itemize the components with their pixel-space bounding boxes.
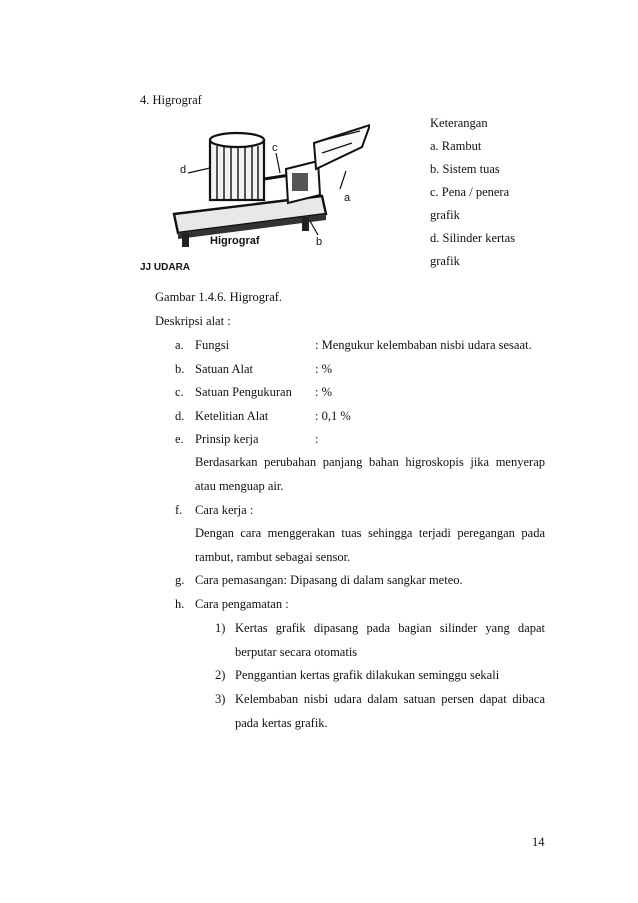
spec-value: : %: [315, 362, 333, 376]
observe-marker: h.: [175, 597, 185, 611]
spec-label: Satuan Pengukuran: [195, 385, 292, 399]
section-heading: 4. Higrograf: [140, 93, 202, 107]
spec-marker: e.: [175, 432, 184, 446]
step-number: 1): [215, 621, 226, 635]
page-number: 14: [532, 835, 545, 849]
spec-value: : 0,1 %: [315, 409, 351, 423]
step-line-2: berputar secara otomatis: [235, 645, 358, 659]
cropped-figure-text: JJ UDARA: [140, 262, 191, 271]
work-line-2: rambut, rambut sebagai sensor.: [195, 550, 351, 564]
legend-item-a: a. Rambut: [430, 139, 482, 153]
description-title: Deskripsi alat :: [155, 314, 231, 328]
step-line-1: Penggantian kertas grafik dilakukan seminggu sekali: [235, 668, 500, 682]
work-label: Cara kerja :: [195, 503, 254, 517]
work-marker: f.: [175, 503, 183, 517]
spec-label: Satuan Alat: [195, 362, 253, 376]
label-c: c: [272, 142, 278, 154]
step-line-2: pada kertas grafik.: [235, 716, 328, 730]
spec-marker: b.: [175, 362, 185, 376]
label-b: b: [316, 236, 323, 248]
spec-label: Prinsip kerja: [195, 432, 259, 446]
figure-caption: Gambar 1.4.6. Higrograf.: [155, 290, 283, 304]
spec-marker: d.: [175, 409, 185, 423]
legend-item-b: b. Sistem tuas: [430, 162, 500, 176]
install-text: Cara pemasangan: Dipasang di dalam sangkar meteo.: [195, 573, 463, 587]
install-marker: g.: [175, 573, 185, 587]
spec-value: :: [315, 432, 319, 446]
spec-marker: c.: [175, 385, 184, 399]
legend-item-d: d. Silinder kertas: [430, 231, 516, 245]
principle-line-2: atau menguap air.: [195, 479, 284, 493]
step-number: 2): [215, 668, 226, 682]
step-line-1: Kertas grafik dipasang pada bagian silinder yang dapat: [235, 621, 545, 635]
label-d: d: [180, 164, 187, 176]
work-line-1: Dengan cara menggerakan tuas sehingga terjadi peregangan pada: [195, 526, 545, 540]
legend-title: Keterangan: [430, 116, 488, 130]
spec-value: : %: [315, 385, 333, 399]
legend-item-c: c. Pena / penera: [430, 185, 510, 199]
figure-inner-caption: Higrograf: [210, 235, 260, 247]
legend-item-c-cont: grafik: [430, 208, 460, 222]
legend-item-d-cont: grafik: [430, 254, 460, 268]
observe-label: Cara pengamatan :: [195, 597, 289, 611]
step-line-1: Kelembaban nisbi udara dalam satuan persen dapat dibaca: [235, 692, 545, 706]
spec-label: Ketelitian Alat: [195, 409, 269, 423]
spec-label: Fungsi: [195, 338, 230, 352]
spec-value: : Mengukur kelembaban nisbi udara sesaat.: [315, 338, 532, 352]
principle-line-1: Berdasarkan perubahan panjang bahan higroskopis jika menyerap: [195, 455, 545, 469]
hygrograph-illustration: [140, 113, 370, 271]
label-a: a: [344, 192, 351, 204]
spec-marker: a.: [175, 338, 184, 352]
step-number: 3): [215, 692, 226, 706]
